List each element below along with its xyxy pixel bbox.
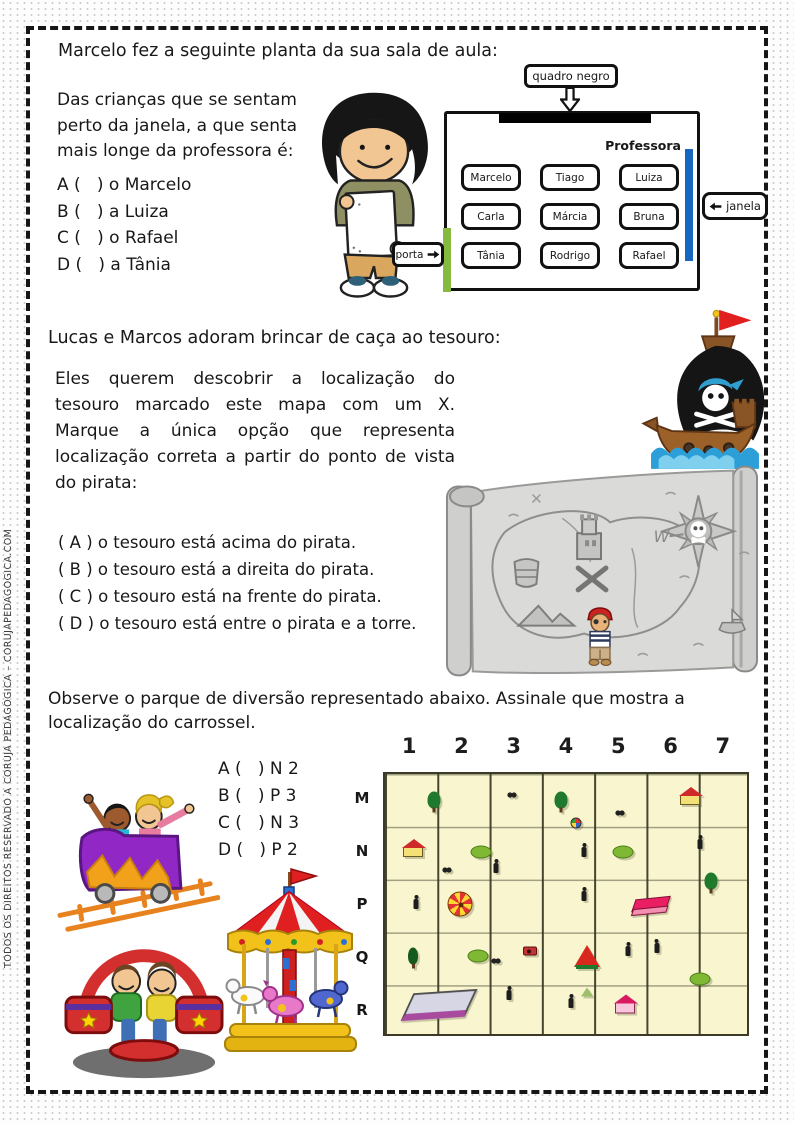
- q1-option-c[interactable]: C ( ) o Rafael: [57, 228, 179, 248]
- q3-title: [48, 687, 685, 735]
- down-arrow-icon: [560, 87, 580, 112]
- pirate-ship-clipart: [634, 302, 776, 472]
- window-bar: [685, 149, 693, 261]
- q2-option-d[interactable]: ( D ) o tesouro está entre o pirata e a torre.: [58, 614, 417, 633]
- q2-option-a[interactable]: ( A ) o tesouro está acima do pirata.: [58, 533, 357, 552]
- grid-column-label: 6: [663, 734, 678, 758]
- q2-option-c[interactable]: ( C ) o tesouro está na frente do pirata.: [58, 587, 382, 606]
- grid-column-label: 2: [454, 734, 469, 758]
- grid-column-headers: [383, 734, 749, 764]
- q3-options: [218, 756, 299, 864]
- desk: Tânia: [461, 242, 521, 269]
- park-item-person: [507, 990, 512, 1000]
- park-item-person: [582, 847, 587, 857]
- park-item-bush: [612, 846, 633, 859]
- q3-option-b[interactable]: B ( ) P 3: [218, 786, 297, 806]
- park-item-bush: [468, 950, 489, 963]
- park-item-person: [698, 839, 703, 849]
- park-item-person: [654, 943, 659, 953]
- park-item-person: [494, 863, 499, 873]
- grid-row-label: N: [355, 842, 369, 861]
- q1-title: Marcelo fez a seguinte planta da sua sala de aula:: [58, 41, 498, 61]
- copyright-text: TODOS OS DIREITOS RESERVADO A CORUJA PEDAGÓGICA – CORUJAPEDAGOGICA.COM: [3, 528, 14, 968]
- door-label: [392, 242, 444, 267]
- grid-row-label: Q: [355, 947, 369, 966]
- park-item-tree: [428, 792, 441, 809]
- desk: Rodrigo: [540, 242, 600, 269]
- q1-prompt-line: perto da janela, a que senta: [57, 115, 298, 136]
- q1-prompt: [57, 88, 297, 165]
- desk: Márcia: [540, 203, 600, 230]
- door-bar: [443, 228, 451, 292]
- window-label-text: janela: [726, 199, 761, 213]
- desk: Marcelo: [461, 164, 521, 191]
- park-item-mark: [615, 810, 625, 816]
- teacher-label: Professora: [605, 138, 681, 153]
- q1-options: [57, 172, 191, 278]
- svg-text:W: W: [653, 527, 670, 547]
- q1-prompt-line: Das crianças que se sentam: [57, 90, 297, 110]
- carousel-clipart: [222, 866, 360, 1062]
- park-item-tent: [574, 945, 600, 967]
- q3-option-a[interactable]: A ( ) N 2: [218, 759, 299, 779]
- park-item-tri: [581, 988, 593, 997]
- left-arrow-icon: [709, 201, 722, 212]
- classroom-diagram: [444, 111, 700, 291]
- q2-options: [58, 529, 416, 637]
- grid-column-label: 5: [610, 734, 626, 758]
- right-arrow-icon: [427, 249, 440, 260]
- park-grid: [383, 772, 749, 1036]
- park-item-mark: [491, 958, 501, 964]
- park-item-kart: [523, 946, 537, 955]
- grid-column-label: 7: [715, 734, 731, 758]
- park-item-carousel: [447, 892, 472, 917]
- window-label: [702, 192, 768, 220]
- spinning-ride-clipart: [60, 928, 228, 1086]
- q2-title: Lucas e Marcos adoram brincar de caça ao tesouro:: [48, 328, 501, 348]
- park-item-pav: [631, 896, 671, 912]
- park-item-treedark: [408, 948, 418, 965]
- grid-row-label: P: [356, 894, 368, 913]
- park-item-bush: [470, 846, 491, 859]
- treasure-map-clipart: [443, 458, 761, 680]
- park-item-mark: [507, 792, 517, 798]
- blackboard-bar: [499, 113, 651, 123]
- grid-column-label: 4: [558, 734, 574, 758]
- park-item-house: [680, 795, 700, 805]
- map-pirate-kid: [588, 608, 612, 665]
- q3-title-line: Observe o parque de diversão representado abaixo. Assinale que mostra a: [48, 689, 685, 709]
- blackboard-label: [524, 64, 618, 88]
- boy-clipart: [296, 86, 452, 312]
- grid-column-label: 1: [401, 734, 417, 758]
- q2-option-b[interactable]: ( B ) o tesouro está a direita do pirata.: [58, 560, 375, 579]
- desk: Luiza: [619, 164, 679, 191]
- desk: Bruna: [619, 203, 679, 230]
- roller-coaster-clipart: [52, 788, 220, 940]
- q3-option-c[interactable]: C ( ) N 3: [218, 813, 300, 833]
- grid-row-label: M: [354, 789, 370, 808]
- q1-prompt-line: mais longe da professora é:: [57, 141, 294, 161]
- desk: Tiago: [540, 164, 600, 191]
- q1-option-d[interactable]: D ( ) a Tânia: [57, 254, 171, 275]
- park-item-person: [582, 891, 587, 901]
- q3-option-d[interactable]: D ( ) P 2: [218, 840, 298, 860]
- q2-prompt: Eles querem descobrir a localização do tesouro marcado este mapa com um X. Marque a única opção que representa localização correta a partir do ponto de vista do pirata:: [55, 369, 455, 493]
- q1-option-b[interactable]: B ( ) a Luiza: [57, 201, 169, 222]
- park-item-flower: [571, 818, 582, 829]
- park-item-person: [414, 899, 419, 909]
- desk-grid: [461, 164, 679, 269]
- grid-column-label: 3: [506, 734, 522, 758]
- park-item-tree: [704, 872, 717, 889]
- park-item-tree: [554, 792, 567, 809]
- door-label-text: porta: [395, 248, 424, 261]
- park-item-person: [569, 998, 574, 1008]
- park-item-pool: [401, 989, 478, 1021]
- desk: Carla: [461, 203, 521, 230]
- blackboard-label-text: quadro negro: [532, 69, 610, 83]
- map-barrel: [515, 559, 539, 587]
- park-item-bush: [690, 973, 711, 986]
- park-item-house: [403, 847, 423, 857]
- grid-row-label: R: [356, 1000, 368, 1019]
- park-item-mark: [442, 867, 452, 873]
- q3-title-line: localização do carrossel.: [48, 713, 256, 733]
- park-item-person: [626, 946, 631, 956]
- park-item-housepink: [615, 1003, 635, 1014]
- q1-option-a[interactable]: A ( ) o Marcelo: [57, 175, 192, 195]
- desk: Rafael: [619, 242, 679, 269]
